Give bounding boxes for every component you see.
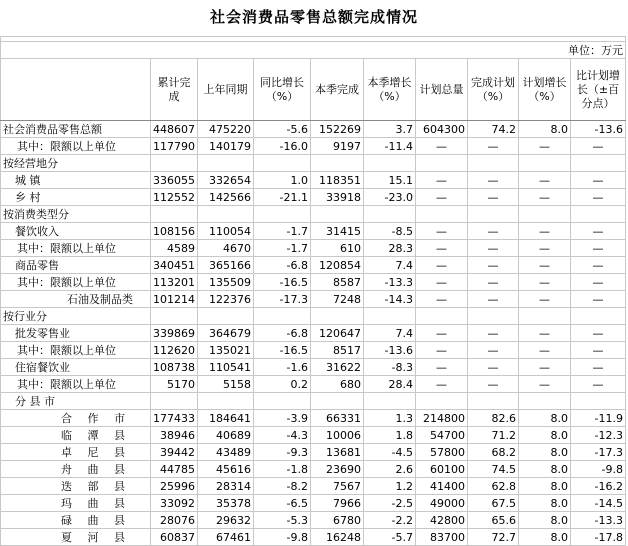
table-cell: -6.5 <box>254 495 311 512</box>
table-cell <box>198 155 254 172</box>
table-cell: -17.3 <box>254 291 311 308</box>
table-cell: 38946 <box>151 427 198 444</box>
table-row <box>1 308 626 325</box>
table-cell: 365166 <box>198 257 254 274</box>
table-cell: 0.2 <box>254 376 311 393</box>
row-label: 其中：限额以上单位 <box>1 240 151 257</box>
retail-sales-table <box>0 36 626 546</box>
header-col-quarter: 本季完成 <box>311 59 364 121</box>
table-cell: 40689 <box>198 427 254 444</box>
table-cell <box>254 308 311 325</box>
table-cell: — <box>416 189 468 206</box>
table-row <box>1 172 626 189</box>
table-cell: 332654 <box>198 172 254 189</box>
table-cell: — <box>468 189 519 206</box>
table-cell: — <box>571 342 626 359</box>
table-cell: 110541 <box>198 359 254 376</box>
header-col-quarter-growth: 本季增长（%） <box>364 59 416 121</box>
table-cell: 4670 <box>198 240 254 257</box>
table-cell: — <box>519 189 571 206</box>
table-cell <box>519 308 571 325</box>
table-cell: 101214 <box>151 291 198 308</box>
table-cell <box>311 308 364 325</box>
table-cell: 66331 <box>311 410 364 427</box>
table-cell <box>416 393 468 410</box>
table-cell <box>571 206 626 223</box>
table-cell <box>468 206 519 223</box>
table-cell: 122376 <box>198 291 254 308</box>
row-label: 玛 曲 县 <box>1 495 151 512</box>
table-cell: — <box>468 376 519 393</box>
table-cell: 7.4 <box>364 325 416 342</box>
table-cell: 7.4 <box>364 257 416 274</box>
table-cell: — <box>571 376 626 393</box>
table-cell: — <box>468 257 519 274</box>
table-cell: — <box>519 274 571 291</box>
header-col-yoy: 同比增长（%） <box>254 59 311 121</box>
table-cell: — <box>416 376 468 393</box>
table-cell: 339869 <box>151 325 198 342</box>
table-cell: 8587 <box>311 274 364 291</box>
table-cell: 7567 <box>311 478 364 495</box>
table-cell <box>198 308 254 325</box>
table-cell: -14.5 <box>571 495 626 512</box>
header-col-plan: 计划总量 <box>416 59 468 121</box>
table-cell: 33918 <box>311 189 364 206</box>
table-row <box>1 274 626 291</box>
table-cell: 13681 <box>311 444 364 461</box>
header-row <box>1 59 626 121</box>
table-cell <box>151 206 198 223</box>
table-cell: 72.7 <box>468 529 519 546</box>
header-col-plan-completion: 完成计划（%） <box>468 59 519 121</box>
table-cell: 120647 <box>311 325 364 342</box>
table-cell: — <box>571 138 626 155</box>
table-cell: 65.6 <box>468 512 519 529</box>
table-cell: 60837 <box>151 529 198 546</box>
table-cell: — <box>416 342 468 359</box>
table-cell: — <box>571 274 626 291</box>
table-cell: — <box>416 172 468 189</box>
table-cell: 177433 <box>151 410 198 427</box>
table-cell <box>416 206 468 223</box>
table-cell <box>519 206 571 223</box>
table-row <box>1 121 626 138</box>
table-cell: 10006 <box>311 427 364 444</box>
table-cell <box>364 308 416 325</box>
table-cell <box>468 308 519 325</box>
table-cell <box>198 393 254 410</box>
table-cell <box>254 155 311 172</box>
table-cell: 67.5 <box>468 495 519 512</box>
table-cell: 8.0 <box>519 529 571 546</box>
table-cell: 16248 <box>311 529 364 546</box>
table-cell: -23.0 <box>364 189 416 206</box>
table-cell <box>364 206 416 223</box>
table-cell: -5.6 <box>254 121 311 138</box>
table-cell: — <box>519 342 571 359</box>
table-cell: 9197 <box>311 138 364 155</box>
table-cell: — <box>416 359 468 376</box>
table-cell: -8.3 <box>364 359 416 376</box>
table-cell <box>311 155 364 172</box>
table-cell: 340451 <box>151 257 198 274</box>
table-cell: -14.3 <box>364 291 416 308</box>
table-cell: — <box>416 257 468 274</box>
table-cell: 364679 <box>198 325 254 342</box>
table-cell: -8.2 <box>254 478 311 495</box>
table-cell: 57800 <box>416 444 468 461</box>
table-cell: — <box>416 274 468 291</box>
table-cell: 135509 <box>198 274 254 291</box>
table-cell: -5.7 <box>364 529 416 546</box>
table-row <box>1 512 626 529</box>
table-cell: 49000 <box>416 495 468 512</box>
table-row <box>1 206 626 223</box>
header-blank <box>1 59 151 121</box>
table-cell: 8.0 <box>519 478 571 495</box>
table-cell: 135021 <box>198 342 254 359</box>
table-cell: 4589 <box>151 240 198 257</box>
table-cell: — <box>571 257 626 274</box>
table-row <box>1 376 626 393</box>
table-cell: -1.6 <box>254 359 311 376</box>
table-cell: 5158 <box>198 376 254 393</box>
table-cell: 1.0 <box>254 172 311 189</box>
table-cell: 108156 <box>151 223 198 240</box>
table-cell: — <box>571 291 626 308</box>
table-cell: 31415 <box>311 223 364 240</box>
table-row <box>1 155 626 172</box>
table-row <box>1 342 626 359</box>
table-cell <box>151 393 198 410</box>
table-cell: 8.0 <box>519 512 571 529</box>
table-cell: — <box>468 240 519 257</box>
table-cell: 62.8 <box>468 478 519 495</box>
table-row <box>1 138 626 155</box>
row-label: 分 县 市 <box>1 393 151 410</box>
table-cell: 112620 <box>151 342 198 359</box>
table-row <box>1 427 626 444</box>
table-cell: -2.2 <box>364 512 416 529</box>
table-cell: -11.9 <box>571 410 626 427</box>
table-row <box>1 291 626 308</box>
table-cell: 1.3 <box>364 410 416 427</box>
table-cell: — <box>519 223 571 240</box>
table-cell: 117790 <box>151 138 198 155</box>
table-row <box>1 478 626 495</box>
table-cell: 1.2 <box>364 478 416 495</box>
table-cell: 2.6 <box>364 461 416 478</box>
table-cell <box>468 155 519 172</box>
table-cell: 8.0 <box>519 121 571 138</box>
row-label: 按经营地分 <box>1 155 151 172</box>
table-cell: 60100 <box>416 461 468 478</box>
table-cell: — <box>468 342 519 359</box>
row-label: 石油及制品类 <box>1 291 151 308</box>
table-cell: -1.7 <box>254 223 311 240</box>
table-cell: -12.3 <box>571 427 626 444</box>
row-label: 其中：限额以上单位 <box>1 376 151 393</box>
table-cell: — <box>416 291 468 308</box>
row-label: 合 作 市 <box>1 410 151 427</box>
row-label: 舟 曲 县 <box>1 461 151 478</box>
table-cell: -2.5 <box>364 495 416 512</box>
table-cell: — <box>571 240 626 257</box>
table-row <box>1 529 626 546</box>
row-label: 碌 曲 县 <box>1 512 151 529</box>
unit-row <box>1 42 626 59</box>
table-cell: — <box>519 172 571 189</box>
table-cell: -16.5 <box>254 342 311 359</box>
row-label: 批发零售业 <box>1 325 151 342</box>
table-cell: 42800 <box>416 512 468 529</box>
table-cell: — <box>519 376 571 393</box>
table-cell: 39442 <box>151 444 198 461</box>
table-cell: 110054 <box>198 223 254 240</box>
table-cell: 31622 <box>311 359 364 376</box>
table-cell: -11.4 <box>364 138 416 155</box>
table-cell <box>364 393 416 410</box>
table-row <box>1 359 626 376</box>
table-cell: 82.6 <box>468 410 519 427</box>
table-cell: 152269 <box>311 121 364 138</box>
table-cell: -9.3 <box>254 444 311 461</box>
page-title: 社会消费品零售总额完成情况 <box>209 8 418 26</box>
table-cell: — <box>468 274 519 291</box>
row-label: 迭 部 县 <box>1 478 151 495</box>
table-row <box>1 410 626 427</box>
table-cell: -17.3 <box>571 444 626 461</box>
table-cell: 112552 <box>151 189 198 206</box>
table-cell: 67461 <box>198 529 254 546</box>
table-cell: — <box>519 291 571 308</box>
table-cell: 7248 <box>311 291 364 308</box>
row-label: 按行业分 <box>1 308 151 325</box>
table-cell: 74.5 <box>468 461 519 478</box>
table-cell: 71.2 <box>468 427 519 444</box>
table-cell: 28.3 <box>364 240 416 257</box>
table-cell: — <box>416 223 468 240</box>
row-label: 餐饮收入 <box>1 223 151 240</box>
table-cell: 33092 <box>151 495 198 512</box>
table-row <box>1 189 626 206</box>
table-cell <box>571 393 626 410</box>
table-cell: 336055 <box>151 172 198 189</box>
table-cell: — <box>571 189 626 206</box>
table-cell: 41400 <box>416 478 468 495</box>
table-cell: -3.9 <box>254 410 311 427</box>
table-row <box>1 393 626 410</box>
table-cell: 475220 <box>198 121 254 138</box>
row-label: 其中：限额以上单位 <box>1 138 151 155</box>
table-cell <box>571 155 626 172</box>
table-cell: 23690 <box>311 461 364 478</box>
table-cell: 44785 <box>151 461 198 478</box>
table-cell: 28.4 <box>364 376 416 393</box>
table-row <box>1 325 626 342</box>
table-row <box>1 240 626 257</box>
table-cell: 680 <box>311 376 364 393</box>
table-cell: 35378 <box>198 495 254 512</box>
table-cell <box>519 155 571 172</box>
table-cell: -6.8 <box>254 325 311 342</box>
table-cell: — <box>468 223 519 240</box>
table-cell <box>416 155 468 172</box>
table-cell: 604300 <box>416 121 468 138</box>
table-cell: 8.0 <box>519 427 571 444</box>
table-cell: 43489 <box>198 444 254 461</box>
table-cell: — <box>519 359 571 376</box>
table-cell: 214800 <box>416 410 468 427</box>
table-row <box>1 444 626 461</box>
table-cell: — <box>519 325 571 342</box>
table-cell: — <box>468 325 519 342</box>
table-cell: -4.3 <box>254 427 311 444</box>
table-cell: -9.8 <box>254 529 311 546</box>
table-cell: -16.2 <box>571 478 626 495</box>
table-cell: 184641 <box>198 410 254 427</box>
table-cell: 29632 <box>198 512 254 529</box>
row-label: 住宿餐饮业 <box>1 359 151 376</box>
table-cell: -6.8 <box>254 257 311 274</box>
row-label: 商品零售 <box>1 257 151 274</box>
table-cell: — <box>571 172 626 189</box>
table-cell: 83700 <box>416 529 468 546</box>
table-cell: 113201 <box>151 274 198 291</box>
row-label: 夏 河 县 <box>1 529 151 546</box>
table-cell: -13.3 <box>571 512 626 529</box>
table-cell: 3.7 <box>364 121 416 138</box>
table-cell: 142566 <box>198 189 254 206</box>
table-cell: 8.0 <box>519 444 571 461</box>
table-cell: -9.8 <box>571 461 626 478</box>
unit-label: 单位：万元 <box>1 42 626 59</box>
table-row <box>1 495 626 512</box>
table-cell: 448607 <box>151 121 198 138</box>
table-cell: -1.8 <box>254 461 311 478</box>
table-cell: — <box>571 325 626 342</box>
table-cell: -5.3 <box>254 512 311 529</box>
table-cell: -13.3 <box>364 274 416 291</box>
table-cell: 120854 <box>311 257 364 274</box>
table-cell: — <box>571 359 626 376</box>
table-cell: — <box>416 240 468 257</box>
table-cell: -4.5 <box>364 444 416 461</box>
table-cell: 1.8 <box>364 427 416 444</box>
row-label: 其中：限额以上单位 <box>1 342 151 359</box>
table-cell <box>151 308 198 325</box>
table-cell: — <box>468 138 519 155</box>
row-label: 其中：限额以上单位 <box>1 274 151 291</box>
table-cell: -21.1 <box>254 189 311 206</box>
table-cell: — <box>468 359 519 376</box>
table-cell: — <box>468 291 519 308</box>
table-cell: 25996 <box>151 478 198 495</box>
table-cell: -8.5 <box>364 223 416 240</box>
table-cell: -13.6 <box>571 121 626 138</box>
table-cell <box>519 393 571 410</box>
table-cell: — <box>519 240 571 257</box>
table-cell <box>151 155 198 172</box>
table-cell: — <box>416 325 468 342</box>
table-cell: 8.0 <box>519 410 571 427</box>
table-cell: 8.0 <box>519 495 571 512</box>
table-cell: 6780 <box>311 512 364 529</box>
table-cell: 15.1 <box>364 172 416 189</box>
table-cell <box>571 308 626 325</box>
table-cell: 5170 <box>151 376 198 393</box>
table-cell <box>468 393 519 410</box>
table-row <box>1 461 626 478</box>
table-cell <box>311 206 364 223</box>
table-cell: -13.6 <box>364 342 416 359</box>
table-cell: 7966 <box>311 495 364 512</box>
table-cell: 140179 <box>198 138 254 155</box>
table-cell: -1.7 <box>254 240 311 257</box>
table-body <box>1 121 626 546</box>
table-cell: -16.5 <box>254 274 311 291</box>
table-cell <box>416 308 468 325</box>
table-cell: 118351 <box>311 172 364 189</box>
table-cell: — <box>468 172 519 189</box>
table-cell: 54700 <box>416 427 468 444</box>
header-col-cumulative: 累计完成 <box>151 59 198 121</box>
table-cell: — <box>416 138 468 155</box>
row-label: 乡 村 <box>1 189 151 206</box>
table-cell: 610 <box>311 240 364 257</box>
row-label: 社会消费品零售总额 <box>1 121 151 138</box>
table-cell: 108738 <box>151 359 198 376</box>
header-col-vs-plan: 比计划增长（±百分点） <box>571 59 626 121</box>
row-label: 卓 尼 县 <box>1 444 151 461</box>
table-cell: -17.8 <box>571 529 626 546</box>
table-cell: — <box>519 138 571 155</box>
table-row <box>1 223 626 240</box>
table-cell: 8.0 <box>519 461 571 478</box>
row-label: 按消费类型分 <box>1 206 151 223</box>
table-cell: -16.0 <box>254 138 311 155</box>
table-cell: — <box>571 223 626 240</box>
table-cell: 45616 <box>198 461 254 478</box>
header-col-last-year: 上年同期 <box>198 59 254 121</box>
table-cell <box>364 155 416 172</box>
table-cell <box>254 206 311 223</box>
table-cell <box>311 393 364 410</box>
table-cell <box>254 393 311 410</box>
row-label: 城 镇 <box>1 172 151 189</box>
table-cell: 8517 <box>311 342 364 359</box>
header-col-plan-growth: 计划增长（%） <box>519 59 571 121</box>
table-cell: 28314 <box>198 478 254 495</box>
table-cell <box>198 206 254 223</box>
row-label: 临 潭 县 <box>1 427 151 444</box>
table-cell: 28076 <box>151 512 198 529</box>
table-row <box>1 257 626 274</box>
table-cell: 68.2 <box>468 444 519 461</box>
table-cell: 74.2 <box>468 121 519 138</box>
table-cell: — <box>519 257 571 274</box>
